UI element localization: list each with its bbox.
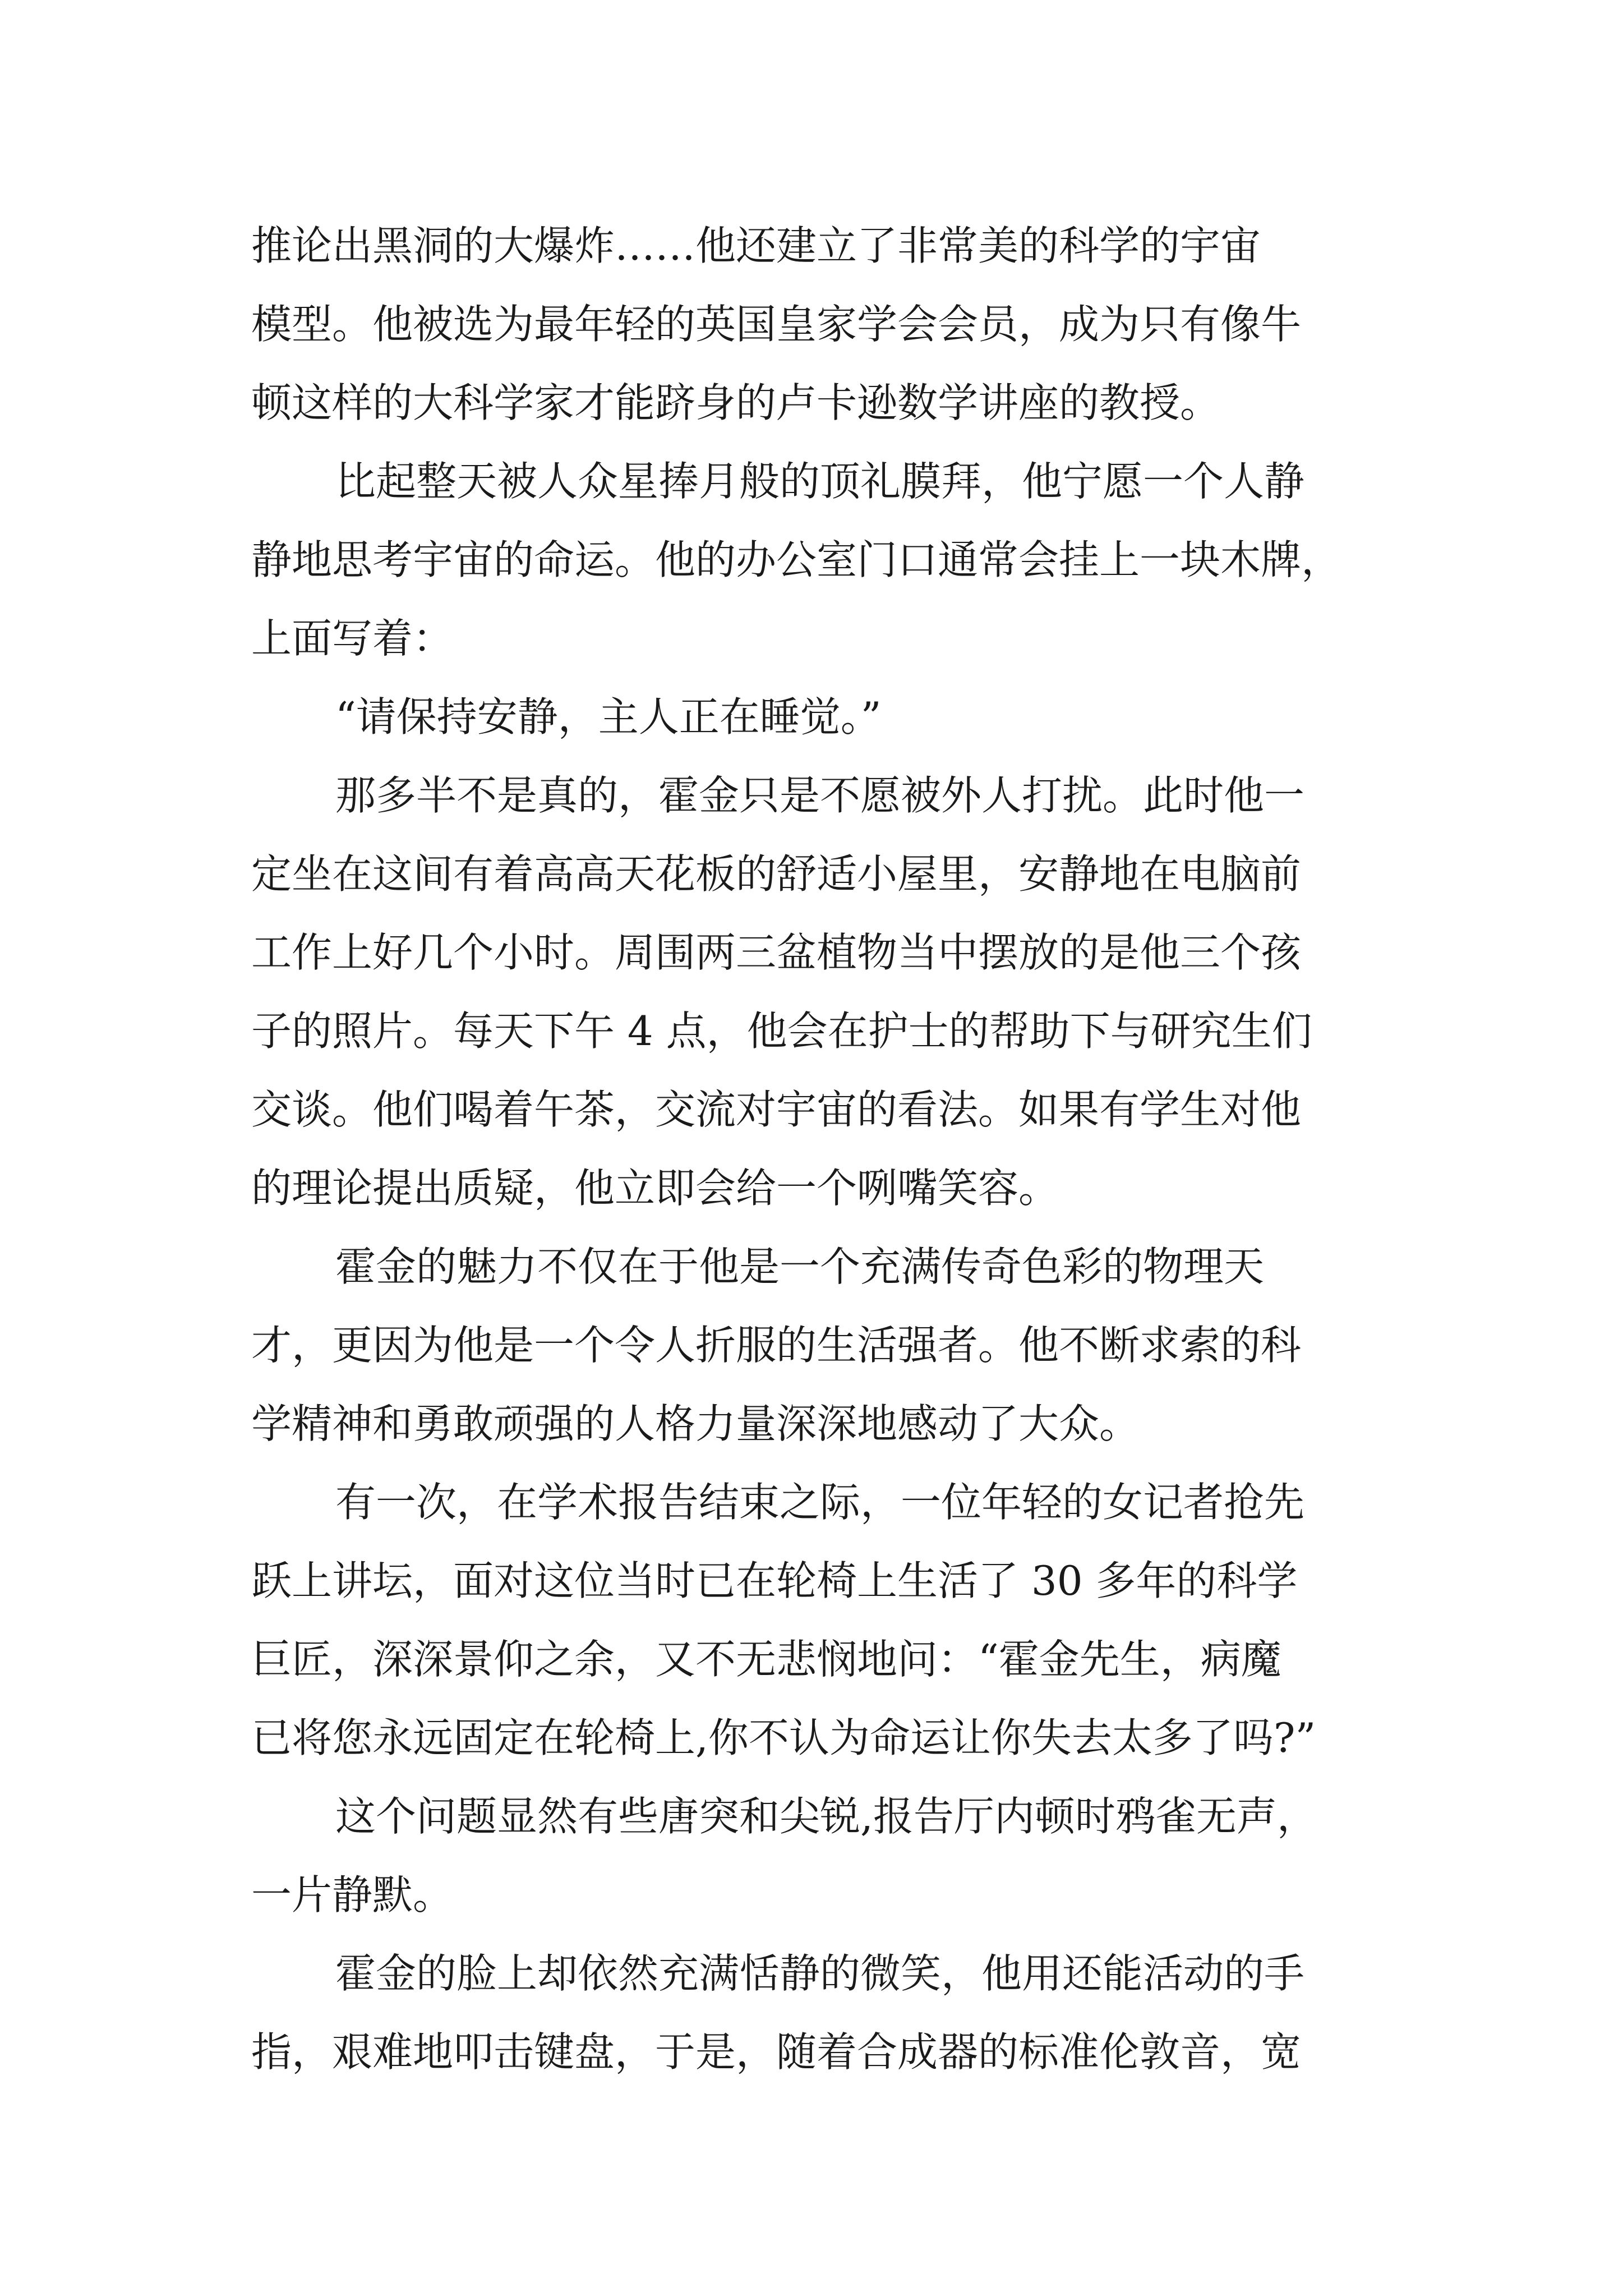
- text-line: 有一次，在学术报告结束之际，一位年轻的女记者抢先: [335, 1479, 1305, 1526]
- text-line: “请保持安静，主人正在睡觉。”: [335, 693, 882, 740]
- text-line: 霍金的脸上却依然充满恬静的微笑，他用还能活动的手: [335, 1950, 1305, 1997]
- body-text: [251, 206, 1373, 2091]
- text-line: 一片静默。: [251, 1871, 454, 1918]
- text-line: 顿这样的大科学家才能跻身的卢卡逊数学讲座的教授。: [251, 379, 1221, 426]
- text-line: 学精神和勇敢顽强的人格力量深深地感动了大众。: [251, 1400, 1140, 1447]
- text-line: 上面写着：: [251, 615, 454, 662]
- text-line: 那多半不是真的，霍金只是不愿被外人打扰。此时他一: [335, 772, 1305, 819]
- text-line: 静地思考宇宙的命运。他的办公室门口通常会挂上一块木牌，: [251, 536, 1342, 583]
- text-line: 霍金的魅力不仅在于他是一个充满传奇色彩的物理天: [335, 1243, 1265, 1290]
- text-line: 已将您永远固定在轮椅上,你不认为命运让你失去太多了吗?”: [251, 1714, 1316, 1761]
- text-line: 子的照片。每天下午 4 点，他会在护士的帮助下与研究生们: [251, 1007, 1312, 1055]
- text-line: 定坐在这间有着高高天花板的舒适小屋里，安静地在电脑前: [251, 850, 1302, 898]
- text-line: 比起整天被人众星捧月般的顶礼膜拜，他宁愿一个人静: [335, 458, 1305, 505]
- text-line: 才，更因为他是一个令人折服的生活强者。他不断求索的科: [251, 1322, 1302, 1369]
- text-line: 交谈。他们喝着午茶，交流对宇宙的看法。如果有学生对他: [251, 1086, 1302, 1133]
- text-line: 这个问题显然有些唐突和尖锐,报告厅内顿时鸦雀无声，: [335, 1793, 1317, 1840]
- text-line: 工作上好几个小时。周围两三盆植物当中摆放的是他三个孩: [251, 929, 1302, 976]
- text-line: 推论出黑洞的大爆炸……他还建立了非常美的科学的宇宙: [251, 222, 1261, 269]
- text-line: 模型。他被选为最年轻的英国皇家学会会员，成为只有像牛: [251, 301, 1302, 348]
- text-line: 指，艰难地叩击键盘，于是，随着合成器的标准伦敦音，宽: [251, 2028, 1302, 2076]
- text-line: 的理论提出质疑，他立即会给一个咧嘴笑容。: [251, 1165, 1059, 1212]
- text-line: 跃上讲坛，面对这位当时已在轮椅上生活了 30 多年的科学: [251, 1557, 1298, 1604]
- text-line: 巨匠，深深景仰之余，又不无悲悯地问：“霍金先生，病魔: [251, 1636, 1281, 1683]
